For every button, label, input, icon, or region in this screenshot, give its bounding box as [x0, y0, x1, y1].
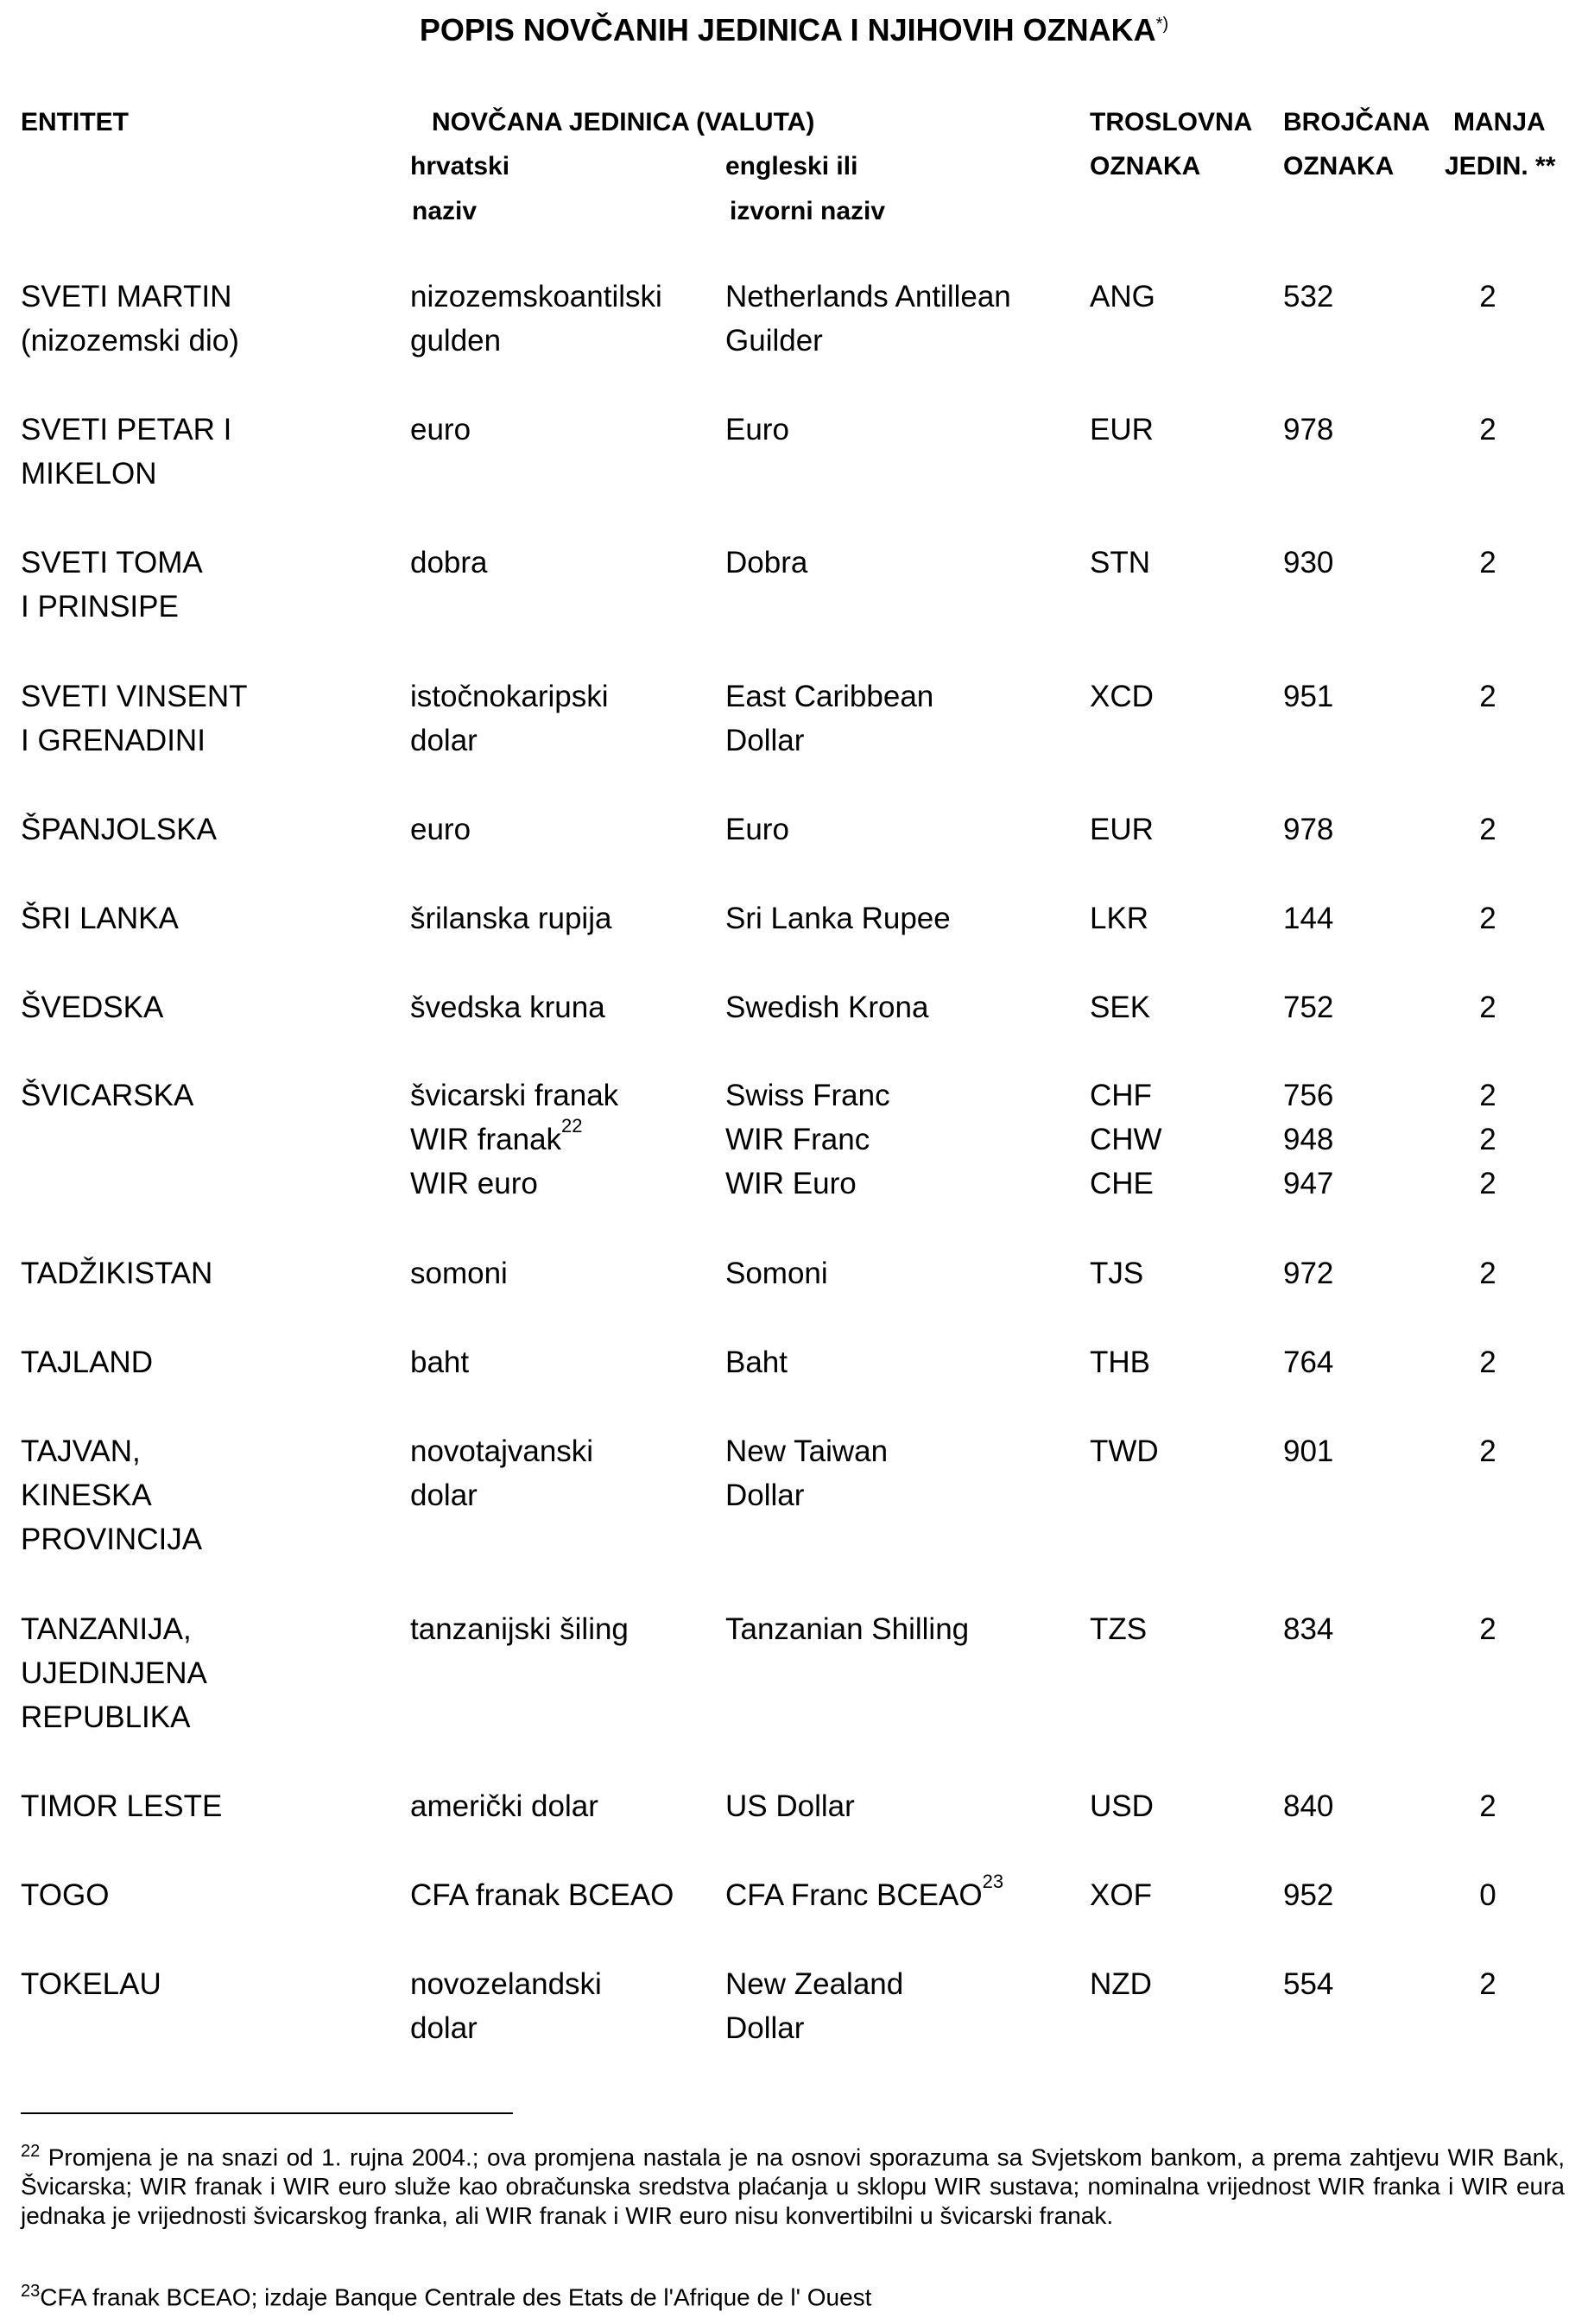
croatian-name-cell — [410, 1607, 629, 1651]
croatian-name-line: euro — [410, 813, 471, 846]
minor-unit-cell — [1459, 1073, 1516, 1206]
footnote-ref: 22 — [561, 1115, 583, 1137]
header-en-1: engleski ili — [725, 152, 858, 180]
numeric-code-cell — [1283, 1073, 1333, 1206]
footnote-ref: 23 — [982, 1871, 1004, 1892]
entity-line: REPUBLIKA — [21, 1700, 191, 1734]
minor-unit-line: 2 — [1479, 813, 1496, 846]
croatian-name-cell — [410, 1340, 469, 1384]
numeric-code-cell — [1283, 1429, 1333, 1473]
alpha-code-cell — [1090, 1873, 1152, 1917]
english-name-line: Dollar — [725, 1479, 805, 1512]
croatian-name-line: šrilanska rupija — [410, 902, 612, 935]
english-name-line: WIR Euro — [725, 1167, 857, 1200]
minor-unit-line: 0 — [1479, 1878, 1496, 1912]
english-name-line: Guilder — [725, 324, 823, 358]
header-valuta: NOVČANA JEDINICA (VALUTA) — [432, 108, 815, 136]
entity-line: ŠPANJOLSKA — [21, 813, 217, 846]
alpha-code-cell — [1090, 1340, 1150, 1384]
entity-line: KINESKA — [21, 1479, 152, 1512]
numeric-code-line: 554 — [1283, 1967, 1334, 2001]
english-name-line: New Zealand — [725, 1967, 904, 2001]
croatian-name-line: WIR euro — [410, 1167, 538, 1200]
alpha-code-line: LKR — [1090, 902, 1149, 935]
numeric-code-cell — [1283, 408, 1333, 452]
footnote-number: 23 — [21, 2282, 41, 2301]
english-name-cell — [725, 541, 807, 585]
minor-unit-line: 2 — [1479, 680, 1496, 713]
croatian-name-line: švicarski franak — [410, 1079, 619, 1112]
english-name-line: Baht — [725, 1346, 788, 1379]
croatian-name-line: gulden — [410, 324, 502, 358]
numeric-code-line: 930 — [1283, 546, 1334, 579]
croatian-name-line: nizozemskoantilski — [410, 280, 662, 313]
minor-unit-line: 2 — [1479, 1079, 1496, 1112]
title-text: POPIS NOVČANIH JEDINICA I NJIHOVIH OZNAKA — [419, 12, 1156, 47]
english-name-line: Somoni — [725, 1257, 828, 1290]
english-name-line: Sri Lanka Rupee — [725, 902, 951, 935]
croatian-name-cell — [410, 896, 611, 940]
english-name-cell — [725, 674, 933, 763]
numeric-code-cell — [1283, 896, 1333, 940]
entity-line: I GRENADINI — [21, 724, 206, 757]
minor-unit-line: 2 — [1479, 1789, 1496, 1823]
english-name-cell — [725, 807, 789, 852]
entity-cell — [21, 896, 179, 940]
croatian-name-line: dolar — [410, 724, 478, 757]
english-name-line: US Dollar — [725, 1789, 855, 1823]
entity-line: SVETI PETAR I — [21, 413, 232, 446]
alpha-code-line: ANG — [1090, 280, 1155, 313]
numeric-code-cell — [1283, 541, 1333, 585]
croatian-name-cell — [410, 1962, 602, 2050]
entity-cell — [21, 1340, 153, 1384]
alpha-code-line: CHF — [1090, 1079, 1152, 1112]
english-name-cell — [725, 1607, 969, 1651]
alpha-code-cell — [1090, 985, 1150, 1029]
croatian-name-line: dolar — [410, 2011, 478, 2045]
numeric-code-line: 764 — [1283, 1346, 1334, 1379]
numeric-code-cell — [1283, 1251, 1333, 1295]
english-name-text: CFA Franc BCEAO — [725, 1878, 983, 1912]
english-name-line: Euro — [725, 813, 789, 846]
entity-cell — [21, 1251, 212, 1295]
footnote-number: 22 — [21, 2142, 41, 2161]
page-title — [0, 12, 1588, 48]
alpha-code-cell — [1090, 1962, 1152, 2006]
entity-cell — [21, 1607, 207, 1739]
croatian-name-line: tanzanijski šiling — [410, 1612, 629, 1646]
croatian-name-line: dolar — [410, 1479, 478, 1512]
entity-line: SVETI VINSENT — [21, 680, 248, 713]
footnote-text: Promjena je na snazi od 1. rujna 2004.; ova promjena nastala je na osnovi sporazuma sa Svjetskom bankom, a prema zahtjevu WIR Bank, Švicarska; WIR franak i WIR euro služe kao obračunska sredstva plaćanja u sklopu WIR sustava; nominalna vrijednost WIR franka i WIR eura jednaka je vrijednosti švicarskog franka, ali WIR franak i WIR euro nisu konvertibilni u švicarski franak. — [21, 2144, 1565, 2230]
entity-line: TOGO — [21, 1878, 110, 1912]
english-name-line: WIR Franc — [725, 1123, 870, 1156]
entity-line: TOKELAU — [21, 1967, 161, 2001]
entity-line: TADŽIKISTAN — [21, 1257, 213, 1290]
minor-unit-cell — [1459, 1784, 1516, 1828]
numeric-code-line: 834 — [1283, 1612, 1334, 1646]
entity-line: TAJLAND — [21, 1346, 153, 1379]
croatian-name-cell — [410, 1251, 508, 1295]
numeric-code-line: 532 — [1283, 280, 1334, 313]
minor-unit-line: 2 — [1479, 991, 1496, 1024]
entity-line: I PRINSIPE — [21, 590, 179, 624]
minor-unit-line: 2 — [1479, 546, 1496, 579]
minor-unit-line: 2 — [1479, 1257, 1496, 1290]
numeric-code-line: 901 — [1283, 1434, 1334, 1468]
numeric-code-line: 756 — [1283, 1079, 1334, 1112]
alpha-code-cell — [1090, 1429, 1159, 1473]
footnote-separator — [21, 2112, 513, 2114]
minor-unit-line: 2 — [1479, 1967, 1496, 2001]
minor-unit-line: 2 — [1479, 1167, 1496, 1200]
croatian-name-cell — [410, 1073, 618, 1206]
footnote-23 — [21, 2277, 1565, 2312]
alpha-code-line: EUR — [1090, 413, 1154, 446]
numeric-code-line: 978 — [1283, 413, 1334, 446]
english-name-line: New Taiwan — [725, 1434, 889, 1468]
croatian-name-cell — [410, 1429, 593, 1517]
minor-unit-cell — [1459, 985, 1516, 1029]
entity-cell — [21, 275, 239, 363]
minor-unit-line: 2 — [1479, 1434, 1496, 1468]
header-hr-1: hrvatski — [410, 152, 510, 180]
entity-cell — [21, 541, 203, 629]
numeric-code-line: 978 — [1283, 813, 1334, 846]
english-name-line: Dollar — [725, 2011, 805, 2045]
minor-unit-cell — [1459, 1607, 1516, 1651]
header-min-2: JEDIN. ** — [1445, 152, 1556, 180]
alpha-code-cell — [1090, 1073, 1162, 1206]
croatian-name-line: američki dolar — [410, 1789, 598, 1823]
alpha-code-line: SEK — [1090, 991, 1151, 1024]
entity-cell — [21, 408, 231, 496]
croatian-name-line: dobra — [410, 546, 488, 579]
numeric-code-cell — [1283, 1340, 1333, 1384]
croatian-name-cell — [410, 408, 471, 452]
alpha-code-line: XOF — [1090, 1878, 1152, 1912]
alpha-code-cell — [1090, 896, 1148, 940]
minor-unit-cell — [1459, 408, 1516, 452]
minor-unit-line: 2 — [1479, 1123, 1496, 1156]
alpha-code-line: TWD — [1090, 1434, 1159, 1468]
header-entitet: ENTITET — [21, 108, 129, 136]
alpha-code-line: STN — [1090, 546, 1150, 579]
numeric-code-line: 952 — [1283, 1878, 1334, 1912]
croatian-name-line: CFA franak BCEAO — [410, 1878, 674, 1912]
alpha-code-line: USD — [1090, 1789, 1154, 1823]
croatian-name-line — [410, 1115, 618, 1162]
entity-line: (nizozemski dio) — [21, 324, 239, 358]
header-code-1: TROSLOVNA — [1090, 108, 1253, 136]
croatian-name-line: novotajvanski — [410, 1434, 594, 1468]
numeric-code-cell — [1283, 674, 1333, 719]
alpha-code-cell — [1090, 408, 1154, 452]
alpha-code-line: NZD — [1090, 1967, 1152, 2001]
english-name-line: Swiss Franc — [725, 1079, 890, 1112]
croatian-name-line: somoni — [410, 1257, 508, 1290]
entity-line: SVETI TOMA — [21, 546, 203, 579]
alpha-code-cell — [1090, 674, 1154, 719]
numeric-code-line: 144 — [1283, 902, 1334, 935]
minor-unit-cell — [1459, 1873, 1516, 1917]
entity-cell — [21, 1873, 109, 1917]
croatian-name-cell — [410, 1784, 598, 1828]
entity-line: ŠVEDSKA — [21, 991, 164, 1024]
entity-cell — [21, 1962, 161, 2006]
croatian-name-line: baht — [410, 1346, 470, 1379]
entity-line: SVETI MARTIN — [21, 280, 232, 313]
minor-unit-cell — [1459, 674, 1516, 719]
entity-cell — [21, 1784, 222, 1828]
numeric-code-cell — [1283, 1962, 1333, 2006]
croatian-name-cell — [410, 1873, 674, 1917]
english-name-cell — [725, 985, 928, 1029]
minor-unit-cell — [1459, 275, 1516, 319]
croatian-name-cell — [410, 275, 662, 363]
english-name-cell — [725, 1073, 890, 1206]
minor-unit-line: 2 — [1479, 1346, 1496, 1379]
entity-line: ŠRI LANKA — [21, 902, 179, 935]
english-name-line — [725, 1873, 1003, 1917]
croatian-name-line: novozelandski — [410, 1967, 602, 2001]
minor-unit-line: 2 — [1479, 1612, 1496, 1646]
numeric-code-line: 972 — [1283, 1257, 1334, 1290]
header-min-1: MANJA — [1453, 108, 1546, 136]
alpha-code-line: EUR — [1090, 813, 1154, 846]
minor-unit-cell — [1459, 1429, 1516, 1473]
croatian-name-line: euro — [410, 413, 471, 446]
alpha-code-line: TJS — [1090, 1257, 1144, 1290]
croatian-name-line: švedska kruna — [410, 991, 605, 1024]
minor-unit-cell — [1459, 1251, 1516, 1295]
english-name-cell — [725, 1873, 1003, 1917]
english-name-line: East Caribbean — [725, 680, 934, 713]
numeric-code-cell — [1283, 275, 1333, 319]
alpha-code-line: THB — [1090, 1346, 1150, 1379]
minor-unit-cell — [1459, 1962, 1516, 2006]
minor-unit-line: 2 — [1479, 413, 1496, 446]
entity-cell — [21, 1429, 202, 1561]
numeric-code-line: 752 — [1283, 991, 1334, 1024]
entity-cell — [21, 985, 163, 1029]
entity-line: UJEDINJENA — [21, 1656, 207, 1690]
english-name-cell — [725, 1784, 855, 1828]
numeric-code-cell — [1283, 1607, 1333, 1651]
english-name-cell — [725, 408, 789, 452]
numeric-code-cell — [1283, 985, 1333, 1029]
alpha-code-line: XCD — [1090, 680, 1154, 713]
entity-line: ŠVICARSKA — [21, 1079, 194, 1112]
alpha-code-cell — [1090, 1784, 1154, 1828]
entity-cell — [21, 1073, 193, 1118]
english-name-line: Netherlands Antillean — [725, 280, 1011, 313]
alpha-code-line: TZS — [1090, 1612, 1148, 1646]
minor-unit-line: 2 — [1479, 902, 1496, 935]
numeric-code-cell — [1283, 1873, 1333, 1917]
minor-unit-cell — [1459, 541, 1516, 585]
english-name-cell — [725, 275, 1011, 363]
entity-line: MIKELON — [21, 457, 157, 491]
minor-unit-line: 2 — [1479, 280, 1496, 313]
numeric-code-cell — [1283, 1784, 1333, 1828]
header-hr-2: naziv — [412, 197, 478, 225]
english-name-line: Swedish Krona — [725, 991, 929, 1024]
minor-unit-cell — [1459, 896, 1516, 940]
alpha-code-line: CHE — [1090, 1167, 1154, 1200]
croatian-name-cell — [410, 674, 609, 763]
croatian-name-cell — [410, 985, 605, 1029]
entity-cell — [21, 674, 248, 763]
english-name-cell — [725, 1340, 788, 1384]
entity-line: TANZANIJA, — [21, 1612, 192, 1646]
croatian-name-cell — [410, 541, 488, 585]
header-en-2: izvorni naziv — [730, 197, 886, 225]
numeric-code-line: 951 — [1283, 680, 1334, 713]
alpha-code-cell — [1090, 541, 1150, 585]
numeric-code-line: 947 — [1283, 1167, 1334, 1200]
alpha-code-cell — [1090, 807, 1154, 852]
header-num-1: BROJČANA — [1283, 108, 1431, 136]
alpha-code-cell — [1090, 1607, 1147, 1651]
footnote-22 — [21, 2137, 1565, 2231]
english-name-cell — [725, 1429, 888, 1517]
alpha-code-cell — [1090, 1251, 1143, 1295]
croatian-name-text: WIR franak — [410, 1123, 562, 1156]
entity-line: PROVINCIJA — [21, 1523, 203, 1556]
alpha-code-cell — [1090, 275, 1155, 319]
header-num-2: OZNAKA — [1283, 152, 1395, 180]
title-footnote-mark: *) — [1155, 15, 1169, 34]
english-name-line: Euro — [725, 413, 789, 446]
entity-cell — [21, 807, 217, 852]
english-name-cell — [725, 896, 951, 940]
english-name-cell — [725, 1962, 903, 2050]
numeric-code-line: 840 — [1283, 1789, 1334, 1823]
english-name-line: Dobra — [725, 546, 808, 579]
croatian-name-cell — [410, 807, 471, 852]
entity-line: TAJVAN, — [21, 1434, 141, 1468]
minor-unit-cell — [1459, 1340, 1516, 1384]
footnote-text: CFA franak BCEAO; izdaje Banque Centrale des Etats de l'Afrique de l' Ouest — [40, 2283, 872, 2311]
english-name-cell — [725, 1251, 828, 1295]
minor-unit-cell — [1459, 807, 1516, 852]
english-name-line: Dollar — [725, 724, 805, 757]
english-name-line: Tanzanian Shilling — [725, 1612, 970, 1646]
croatian-name-line: istočnokaripski — [410, 680, 609, 713]
header-code-2: OZNAKA — [1090, 152, 1201, 180]
entity-line: TIMOR LESTE — [21, 1789, 223, 1823]
alpha-code-line: CHW — [1090, 1123, 1162, 1156]
numeric-code-cell — [1283, 807, 1333, 852]
numeric-code-line: 948 — [1283, 1123, 1334, 1156]
